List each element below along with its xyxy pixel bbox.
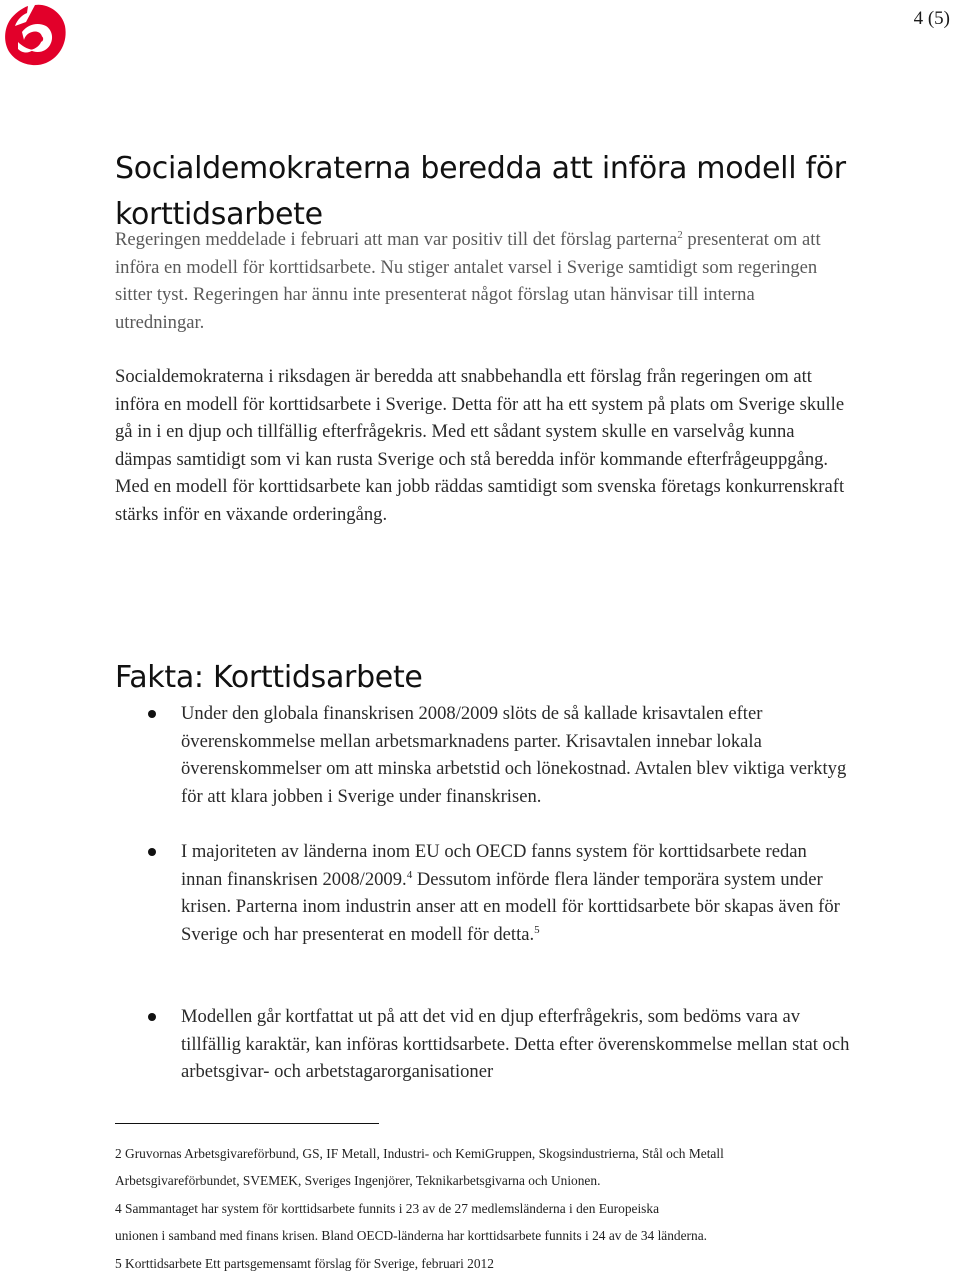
footnote-ref-4[interactable]: 4 — [406, 868, 413, 881]
intro-paragraph: Regeringen meddelade i februari att man var positiv till det förslag parterna$^2$ presenterat om att införa en modell för korttidsarbete. Nu stiger antalet varsel i Sverige samtidigt som regeringen sitter tyst. Regeringen har ännu inte presenterat något förslag utan hänvisar till interna utredningar. — [115, 228, 821, 333]
footnote-4: 4 Sammantaget har system för korttidsarbete funnits i 23 av de 27 medlemsländerna i den Europeiska unionen i samband med finans krisen. Bland OECD-länderna har korttidsarbete funnits i 24 av de 34 länderna. — [115, 1201, 708, 1243]
footnote-5: 5 Korttidsarbete Ett partsgemensamt förslag för Sverige, februari 2012 — [115, 1256, 494, 1271]
rose-logo-icon — [2, 2, 68, 68]
fact-bullet-3: Modellen går kortfattat ut på att det vid en djup efterfrågekris, som bedöms vara av tillfällig karaktär, kan införas korttidsarbete. Detta efter överenskommelse mellan stat och arbetsgivar- och arbetstagarorganisationer — [181, 1003, 851, 1086]
fact-bullet-2: I majoriteten av länderna inom EU och OECD fanns system för korttidsarbete redan innan finanskrisen 2008/2009.$^4$ Dessutom införde flera länder temporära system under krisen. Parterna inom industrin anser att en modell för korttidsarbete bör skapas även för Sverige och har presenterat en modell för detta.$^5$ — [181, 838, 851, 948]
section-title: Socialdemokraterna beredda att införa modell för korttidsarbete — [115, 151, 846, 232]
footnote-ref-2[interactable]: 2 — [677, 228, 683, 241]
footnote-2: 2 Gruvornas Arbetsgivareförbund, GS, IF Metall, Industri- och KemiGruppen, Skogsindustrierna, Stål och Metall Arbetsgivareförbundet, SVEMEK, Sveriges Ingenjörer, Teknikarbetsgivarna och Unionen. — [115, 1146, 724, 1188]
footnote-divider — [115, 1123, 379, 1124]
body-paragraph: Socialdemokraterna i riksdagen är beredda att snabbehandla ett förslag från regeringen om att införa en modell för korttidsarbete i Sverige. Detta för att ha ett system på plats om Sverige skulle gå in i en djup och tillfällig efterfrågekris. Med ett sådant system skulle en varselvåg kunna dämpas samtidigt som vi kan rusta Sverige och stå beredda inför kommande efterfrågeuppgång. Med en modell för korttidsarbete kan jobb räddas samtidigt som svenska företags konkurrenskraft stärks inför en växande orderingång. — [115, 366, 845, 525]
fact-bullet-1: Under den globala finanskrisen 2008/2009 slöts de så kallade krisavtalen efter överenskommelse mellan arbetsmarknadens parter. Krisavtalen innebar lokala överenskommelser om att minska arbetstid och lönekostnad. Avtalen blev viktiga verktyg för att klara jobben i Sverige under finanskrisen. — [181, 700, 851, 810]
page-number: 4 (5) — [913, 8, 950, 29]
facts-title: Fakta: Korttidsarbete — [115, 660, 423, 695]
footnote-ref-5[interactable]: 5 — [534, 923, 540, 936]
